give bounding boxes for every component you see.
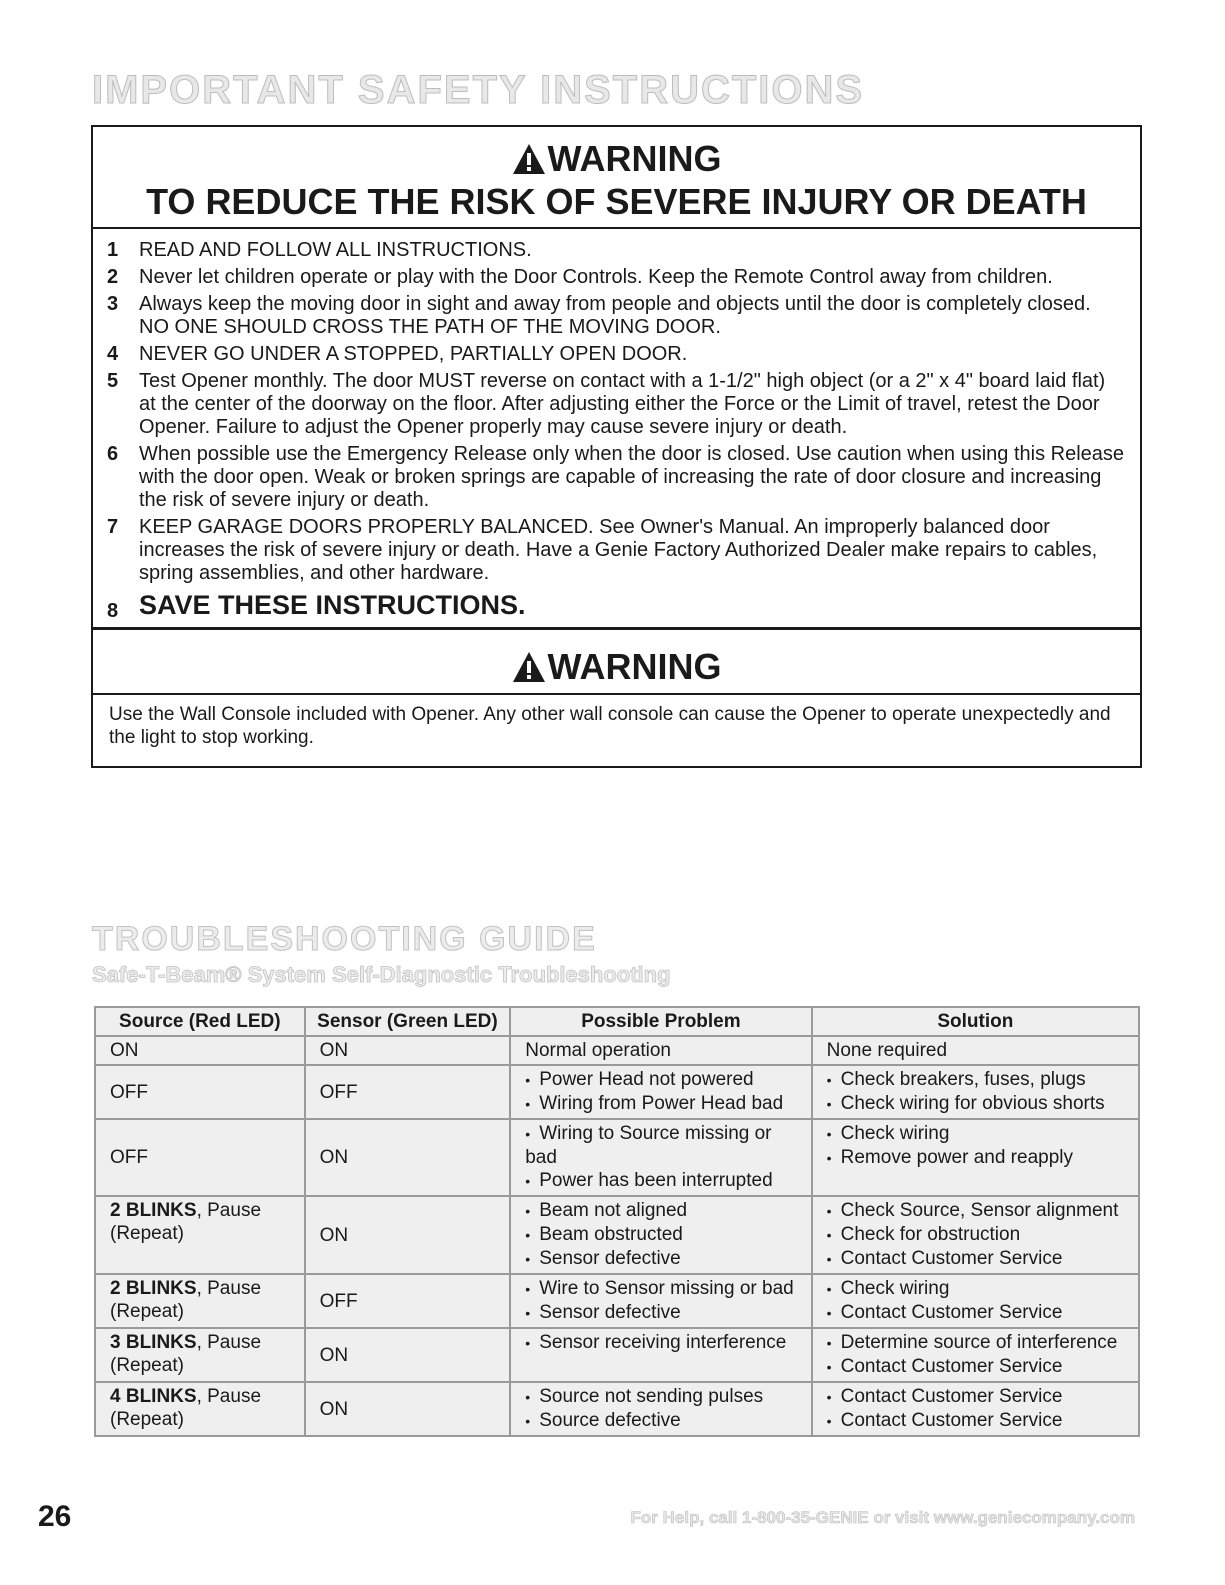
source-status: , Pause	[196, 1200, 262, 1221]
table-row	[95, 1382, 1139, 1436]
source-status: OFF	[110, 1147, 148, 1168]
list-item: 7 KEEP GARAGE DOORS PROPERLY BALANCED. See Owner's Manual. An improperly balanced door increases the risk of severe injury or death. Have a Genie Factory Authorized Dealer make repairs to cables, spring assemblies, and other hardware.	[107, 516, 1098, 584]
source-status: OFF	[110, 1081, 148, 1103]
safety-list	[93, 239, 1140, 621]
solution-item: • Check wiring	[827, 1122, 1130, 1146]
problem-item: • Sensor receiving interference	[525, 1331, 802, 1355]
warning-box-console	[91, 627, 1142, 768]
solution-item: • Check wiring	[827, 1277, 1130, 1301]
repeat-note: (Repeat)	[110, 1301, 184, 1322]
sensor-cell: ON	[305, 1382, 511, 1436]
repeat-note: (Repeat)	[110, 1355, 184, 1376]
table-body	[95, 1036, 1139, 1436]
source-cell	[95, 1119, 305, 1196]
table-row	[95, 1328, 1139, 1382]
solution-item: • Contact Customer Service	[827, 1301, 1130, 1325]
sensor-cell: OFF	[305, 1274, 511, 1328]
sensor-cell: ON	[305, 1196, 511, 1274]
source-cell	[95, 1196, 305, 1274]
problem-item: • Beam not aligned	[525, 1199, 802, 1223]
source-cell	[95, 1382, 305, 1436]
sensor-cell: OFF	[305, 1065, 511, 1119]
solution-item: • Contact Customer Service	[827, 1355, 1130, 1379]
safety-heading: IMPORTANT SAFETY INSTRUCTIONS	[92, 68, 865, 112]
source-status: , Pause	[196, 1332, 262, 1353]
problem-item: • Sensor defective	[525, 1247, 802, 1271]
source-cell	[95, 1328, 305, 1382]
problem-cell	[510, 1065, 811, 1119]
warning-triangle-icon	[512, 143, 546, 175]
solution-cell	[812, 1382, 1139, 1436]
solution-item: • Contact Customer Service	[827, 1409, 1130, 1433]
source-status: , Pause	[196, 1278, 262, 1299]
solution-item: • Check breakers, fuses, plugs	[827, 1068, 1130, 1092]
column-header: Possible Problem	[510, 1007, 811, 1036]
troubleshooting-subheading: Safe-T-Beam® System Self-Diagnostic Troubleshooting	[92, 962, 671, 987]
problem-item: • Beam obstructed	[525, 1223, 802, 1247]
warning-title: WARNING	[93, 139, 1140, 179]
solution-item: • Check wiring for obvious shorts	[827, 1092, 1130, 1116]
table-row	[95, 1036, 1139, 1065]
solution-item: None required	[826, 1040, 948, 1061]
solution-item: • Determine source of interference	[827, 1331, 1130, 1355]
solution-item: • Check for obstruction	[827, 1223, 1130, 1247]
sensor-cell: ON	[305, 1328, 511, 1382]
problem-item: • Wiring from Power Head bad	[525, 1092, 802, 1116]
problem-cell	[510, 1274, 811, 1328]
solution-cell	[812, 1328, 1139, 1382]
table-row	[95, 1065, 1139, 1119]
sensor-cell: ON	[305, 1036, 511, 1065]
troubleshooting-heading: TROUBLESHOOTING GUIDE	[92, 920, 597, 958]
blink-count: 2 BLINKS	[110, 1278, 197, 1299]
warning-title: WARNING	[93, 647, 1140, 695]
warning-subtitle: TO REDUCE THE RISK OF SEVERE INJURY OR DEATH	[93, 181, 1140, 229]
warning-box-main	[91, 125, 1142, 630]
problem-item: • Wiring to Source missing or bad	[525, 1122, 802, 1169]
problem-item: Normal operation	[525, 1040, 671, 1061]
solution-cell	[812, 1119, 1139, 1196]
list-item: 4 NEVER GO UNDER A STOPPED, PARTIALLY OPEN DOOR.	[107, 343, 688, 365]
repeat-note: (Repeat)	[110, 1223, 184, 1244]
help-footer: For Help, call 1-800-35-GENIE or visit www.geniecompany.com	[630, 1508, 1135, 1527]
source-cell	[95, 1065, 305, 1119]
solution-item: • Check Source, Sensor alignment	[827, 1199, 1130, 1223]
page-number: 26	[38, 1500, 72, 1533]
column-header: Sensor (Green LED)	[305, 1007, 511, 1036]
solution-item: • Contact Customer Service	[827, 1247, 1130, 1271]
sensor-cell: ON	[305, 1119, 511, 1196]
problem-item: • Source not sending pulses	[525, 1385, 802, 1409]
problem-cell	[510, 1328, 811, 1382]
list-item: 5 Test Opener monthly. The door MUST reverse on contact with a 1-1/2" high object (or a 2" x 4" board laid flat) at the center of the doorway on the floor. After adjusting either the Force or the Limit of travel, retest the Door Opener. Failure to adjust the Opener properly may cause severe injury or death.	[107, 370, 1106, 438]
source-status: ON	[110, 1040, 139, 1061]
table-row	[95, 1274, 1139, 1328]
problem-cell	[510, 1196, 811, 1274]
problem-cell	[510, 1036, 811, 1065]
problem-item: • Power Head not powered	[525, 1068, 802, 1092]
table-header-row	[95, 1007, 1139, 1036]
problem-item: • Wire to Sensor missing or bad	[525, 1277, 802, 1301]
list-item: 2 Never let children operate or play with the Door Controls. Keep the Remote Control away from children.	[107, 266, 1053, 288]
solution-cell	[812, 1036, 1139, 1065]
solution-cell	[812, 1196, 1139, 1274]
problem-item: • Power has been interrupted	[525, 1169, 802, 1193]
warning-body: Use the Wall Console included with Opener. Any other wall console can cause the Opener to operate unexpectedly and the light to stop working.	[109, 704, 1111, 748]
blink-count: 4 BLINKS	[110, 1386, 197, 1407]
problem-cell	[510, 1382, 811, 1436]
list-item: 6 When possible use the Emergency Release only when the door is closed. Use caution when using this Release with the door open. Weak or broken springs are capable of increasing the rate of door closure and increasing the risk of severe injury or death.	[107, 443, 1124, 511]
blink-count: 3 BLINKS	[110, 1332, 197, 1353]
problem-cell	[510, 1119, 811, 1196]
solution-item: • Remove power and reapply	[827, 1146, 1130, 1170]
solution-item: • Contact Customer Service	[827, 1385, 1130, 1409]
source-cell	[95, 1274, 305, 1328]
solution-cell	[812, 1274, 1139, 1328]
repeat-note: (Repeat)	[110, 1409, 184, 1430]
column-header: Solution	[812, 1007, 1139, 1036]
warning-triangle-icon	[512, 651, 546, 683]
list-item: 1 READ AND FOLLOW ALL INSTRUCTIONS.	[107, 239, 532, 261]
source-status: , Pause	[196, 1386, 262, 1407]
column-header: Source (Red LED)	[95, 1007, 305, 1036]
problem-item: • Source defective	[525, 1409, 802, 1433]
blink-count: 2 BLINKS	[110, 1200, 197, 1221]
troubleshooting-table	[94, 1006, 1140, 1437]
list-item: 8 SAVE THESE INSTRUCTIONS.	[107, 590, 526, 622]
problem-item: • Sensor defective	[525, 1301, 802, 1325]
solution-cell	[812, 1065, 1139, 1119]
list-item: 3 Always keep the moving door in sight and away from people and objects until the door is completely closed. NO ONE SHOULD CROSS THE PATH OF THE MOVING DOOR.	[107, 293, 1091, 338]
table-row	[95, 1119, 1139, 1196]
table-row	[95, 1196, 1139, 1274]
source-cell	[95, 1036, 305, 1065]
